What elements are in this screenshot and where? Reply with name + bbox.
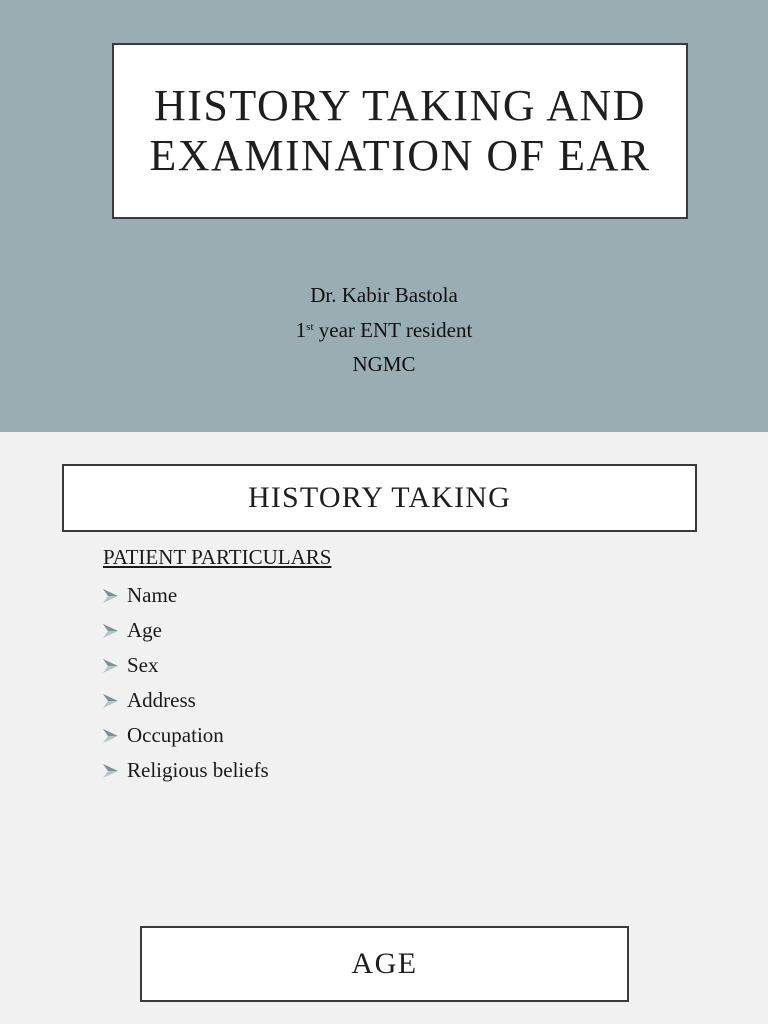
list-item [103,683,269,718]
list-item [103,648,269,683]
arrowhead-bullet-icon [103,589,127,603]
list-item-label: Religious beliefs [127,758,269,782]
list-item-label: Name [127,583,178,607]
role-rest: year ENT resident [313,317,473,342]
section-title-box [62,464,697,532]
role-prefix: 1 [295,317,307,342]
list-item [103,718,269,753]
age-title: AGE [351,947,418,980]
arrowhead-bullet-icon [103,694,127,708]
history-taking-slide [0,432,768,1024]
section-title: HISTORY TAKING [247,481,512,514]
arrowhead-bullet-icon [103,729,127,743]
list-item [103,613,269,648]
patient-particulars-list [103,578,269,788]
list-item-label: Sex [127,653,159,677]
list-item [103,578,269,613]
author-role [0,313,768,348]
list-item [103,753,269,788]
institution: NGMC [352,352,416,376]
list-item-label: Age [127,618,162,642]
arrowhead-bullet-icon [103,659,127,673]
list-item-label: Address [127,688,196,712]
role-superscript: st [306,320,314,333]
title-line-2: EXAMINATION OF EAR [149,131,651,180]
author-name: Dr. Kabir Bastola [310,283,458,307]
author-block [0,278,768,382]
title-slide [0,0,768,432]
arrowhead-bullet-icon [103,764,127,778]
title-box [112,43,688,219]
title-line-1: HISTORY TAKING AND [153,81,647,130]
arrowhead-bullet-icon [103,624,127,638]
list-item-label: Occupation [127,723,224,747]
age-title-box [140,926,629,1002]
list-heading: PATIENT PARTICULARS [103,545,332,569]
